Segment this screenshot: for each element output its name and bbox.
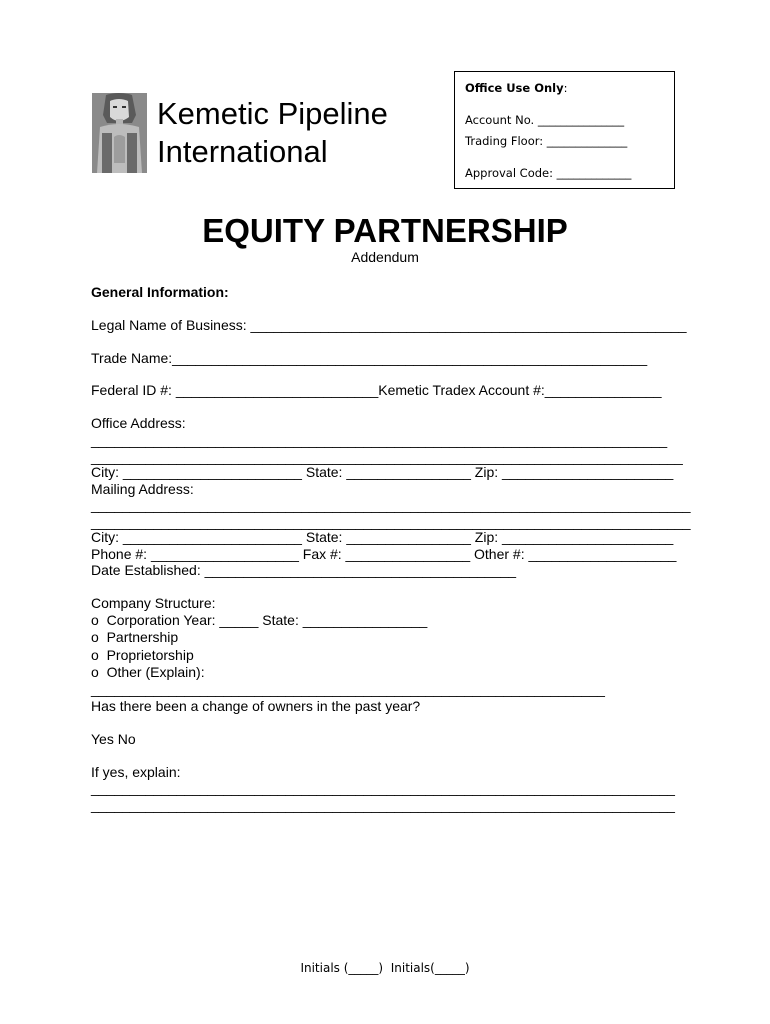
option-other[interactable] <box>91 664 205 681</box>
radio-bullet-icon[interactable]: o <box>91 647 99 663</box>
legal-name-field[interactable]: Legal Name of Business: ________________________________________________________ <box>91 317 687 333</box>
office-use-heading-colon: : <box>563 81 568 95</box>
office-use-heading-row <box>465 81 567 95</box>
option-other-label: Other (Explain): <box>106 664 205 680</box>
office-use-box <box>454 71 675 189</box>
trading-floor-field[interactable]: Trading Floor: ______________ <box>465 134 628 148</box>
explain-line2[interactable]: ___________________________________________________________________________ <box>91 797 675 813</box>
option-partnership[interactable] <box>91 629 178 646</box>
initials-footer[interactable]: Initials (_____) Initials(_____) <box>300 961 470 975</box>
option-corporation[interactable] <box>91 612 427 629</box>
date-established-field[interactable]: Date Established: ________________________________________ <box>91 562 517 578</box>
document-subtitle: Addendum <box>351 249 419 265</box>
radio-bullet-icon[interactable]: o <box>91 629 99 645</box>
office-address-line1[interactable]: __________________________________________________________________________ <box>91 432 668 448</box>
office-use-heading: Office Use Only <box>465 81 564 95</box>
option-corporation-label: Corporation Year: _____ State: ________________ <box>106 612 428 628</box>
phone-fax-other-row[interactable]: Phone #: ___________________ Fax #: ________________ Other #: ___________________ <box>91 546 677 562</box>
mailing-address-label: Mailing Address: <box>91 481 194 497</box>
pharaoh-statue-icon <box>92 93 147 173</box>
office-address-line2[interactable]: ____________________________________________________________________________ <box>91 449 683 465</box>
company-structure-label: Company Structure: <box>91 595 216 611</box>
trade-name-field[interactable]: Trade Name:_____________________________________________________________ <box>91 350 648 366</box>
explain-line1[interactable]: ___________________________________________________________________________ <box>91 780 675 796</box>
pharaoh-statue-logo <box>92 93 147 173</box>
option-proprietorship-label: Proprietorship <box>106 647 194 663</box>
office-city-state-zip-row[interactable]: City: _______________________ State: ________________ Zip: ______________________ <box>91 464 674 480</box>
account-no-field[interactable]: Account No. _______________ <box>465 113 625 127</box>
other-explain-line[interactable]: __________________________________________________________________ <box>91 681 605 697</box>
radio-bullet-icon[interactable]: o <box>91 664 99 680</box>
office-address-label: Office Address: <box>91 415 186 431</box>
yes-no-choice[interactable]: Yes No <box>91 731 136 747</box>
option-partnership-label: Partnership <box>106 629 179 645</box>
approval-code-field[interactable]: Approval Code: _____________ <box>465 166 632 180</box>
change-owners-question: Has there been a change of owners in the past year? <box>91 698 421 714</box>
general-information-heading: General Information: <box>91 284 229 300</box>
company-name-line2: International <box>157 134 328 169</box>
mailing-address-line1[interactable]: _____________________________________________________________________________ <box>91 497 691 513</box>
if-yes-explain-label: If yes, explain: <box>91 764 181 780</box>
mailing-city-state-zip-row[interactable]: City: _______________________ State: ________________ Zip: ______________________ <box>91 529 674 545</box>
mailing-address-line2[interactable]: _____________________________________________________________________________ <box>91 514 691 530</box>
federal-id-field[interactable]: Federal ID #: __________________________Kemetic Tradex Account #:_______________ <box>91 382 662 398</box>
company-name-line1: Kemetic Pipeline <box>157 96 388 131</box>
radio-bullet-icon[interactable]: o <box>91 612 99 628</box>
document-title: EQUITY PARTNERSHIP <box>202 212 568 249</box>
option-proprietorship[interactable] <box>91 647 194 664</box>
